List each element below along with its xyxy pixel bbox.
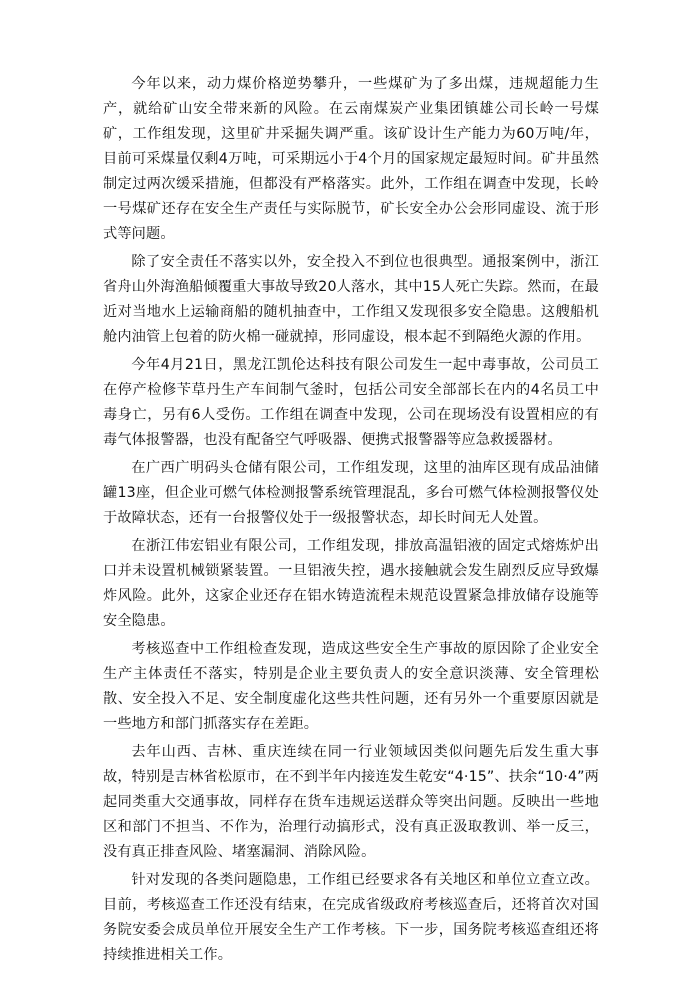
paragraph-causes: 考核巡查中工作组检查发现，造成这些安全生产事故的原因除了企业安全生产主体责任不落实，特别是企业主要负责人的安全意识淡薄、安全管理松散、安全投入不足、安全制度虚化这些共性问题，还有另外一个重要原因就是一些地方和部门抓落实存在差距。 — [103, 641, 599, 732]
paragraph-rectification: 针对发现的各类问题隐患，工作组已经要求各有关地区和单位立查立改。目前，考核巡查工作还没有结束，在完成省级政府考核巡查后，还将首次对国务院安委会成员单位开展安全生产工作考核。下一步，国务院考核巡查组还将持续推进相关工作。 — [103, 872, 599, 963]
paragraph-aluminum-plant: 在浙江伟宏铝业有限公司，工作组发现，排放高温铝液的固定式熔炼炉出口并未设置机械锁紧装置。一旦铝液失控，遇水接触就会发生剧烈反应导致爆炸风险。此外，这家企业还存在铝水铸造流程未规范设置紧急排放储存设施等安全隐患。 — [103, 538, 599, 629]
paragraph-poisoning-accident: 今年4月21日，黑龙江凯伦达科技有限公司发生一起中毒事故，公司员工在停产检修苄草丹生产车间制气釜时，包括公司安全部部长在内的4名员工中毒身亡，另有6人受伤。工作组在调查中发现，公司在现场没有设置相应的有毒气体报警器，也没有配备空气呼吸器、便携式报警器等应急救援器材。 — [103, 357, 599, 448]
paragraph-repeat-accidents: 去年山西、吉林、重庆连续在同一行业领域因类似问题先后发生重大事故，特别是吉林省松原市，在不到半年内接连发生乾安“4·15”、扶余“10·4”两起同类重大交通事故，同样存在货车违规运送群众等突出问题。反映出一些地区和部门不担当、不作为，治理行动搞形式，没有真正汲取教训、举一反三，没有真正排查风险、堵塞漏洞、消除风险。 — [103, 744, 599, 860]
paragraph-coal-mine: 今年以来，动力煤价格逆势攀升，一些煤矿为了多出煤，违规超能力生产，就给矿山安全带来新的风险。在云南煤炭产业集团镇雄公司长岭一号煤矿，工作组发现，这里矿井采掘失调严重。该矿设计生产能力为60万吨/年，目前可采煤量仅剩4万吨，可采期远小于4个月的国家规定最短时间。矿井虽然制定过两次缓采措施，但都没有严格落实。此外，工作组在调查中发现，长岭一号煤矿还存在安全生产责任与实际脱节，矿长安全办公会形同虚设、流于形式等问题。 — [103, 76, 599, 242]
document-body — [103, 72, 599, 971]
paragraph-safety-investment: 除了安全责任不落实以外，安全投入不到位也很典型。通报案例中，浙江省舟山外海渔船倾覆重大事故导致20人落水，其中15人死亡失踪。然而，在最近对当地水上运输商船的随机抽查中，工作组又发现很多安全隐患。这艘船机舱内油管上包着的防火棉一碰就掉，形同虚设，根本起不到隔绝火源的作用。 — [103, 254, 599, 345]
paragraph-oil-depot: 在广西广明码头仓储有限公司，工作组发现，这里的油库区现有成品油储罐13座，但企业可燃气体检测报警系统管理混乱，多台可燃气体检测报警仪处于故障状态，还有一台报警仪处于一级报警状态，却长时间无人处置。 — [103, 460, 599, 526]
